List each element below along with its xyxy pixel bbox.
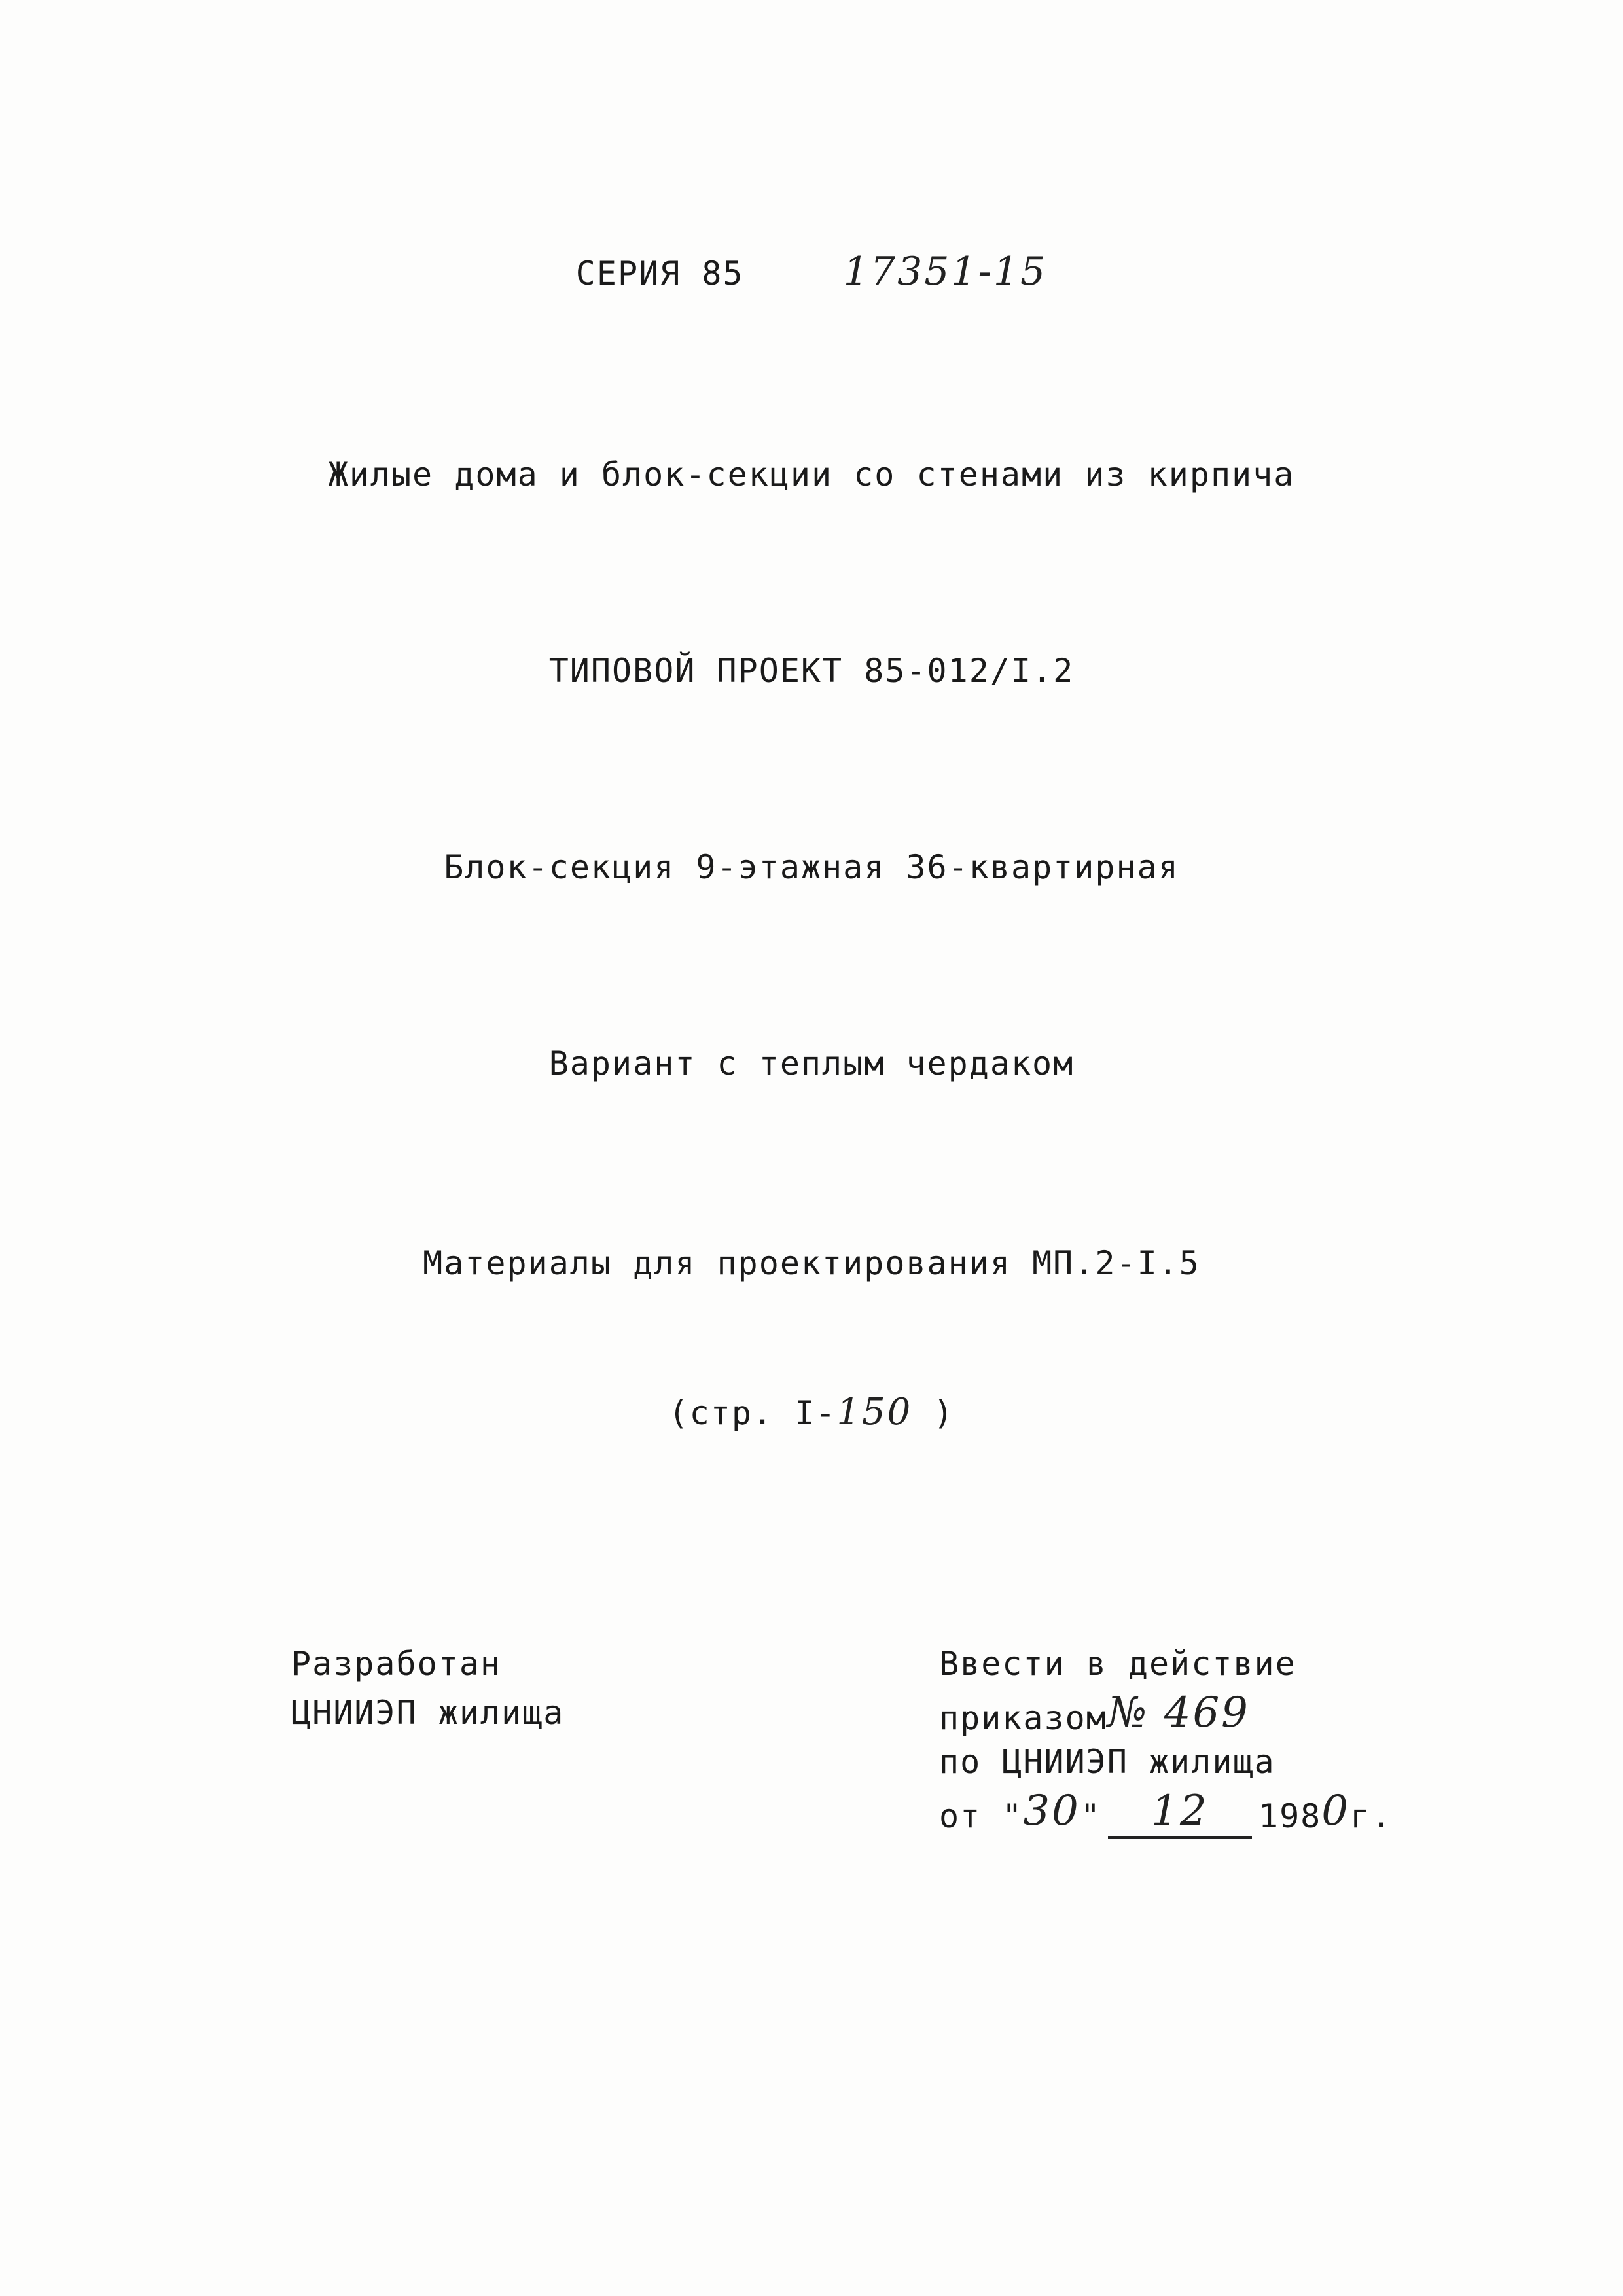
page-range [0,1391,1623,1433]
developer-organization: ЦНИИЭП жилища [291,1694,565,1732]
document-title-line-1: Жилые дома и блок-секции со стенами из кирпича [328,456,1295,493]
developer-label: Разработан [291,1645,502,1683]
page-range-handwritten: 150 [836,1391,913,1433]
series-label: СЕРИЯ 85 [575,255,744,293]
approval-date [939,1787,1392,1836]
design-materials: Материалы для проектирования МП.2-I.5 [423,1244,1200,1282]
project-number: ТИПОВОЙ ПРОЕКТ 85-012/I.2 [548,652,1075,690]
date-year-handwritten: 0 [1321,1787,1350,1835]
block-section-description: Блок-секция 9-этажная 36-квартирная [444,848,1179,886]
order-number-handwritten: № 469 [1107,1689,1250,1737]
page-range-suffix: ) [912,1394,955,1432]
date-prefix: от " [939,1797,1024,1835]
page-range-prefix: (стр. I- [668,1394,837,1432]
series-handwritten-number: 17351-15 [843,249,1048,295]
order-prefix: приказом [939,1699,1107,1737]
approval-organization: по ЦНИИЭП жилища [939,1743,1275,1781]
date-year-typed: 198 [1258,1797,1322,1835]
variant-description: Вариант с теплым чердаком [548,1045,1075,1083]
series-header [0,249,1623,295]
date-month-handwritten: 12 [1151,1787,1209,1835]
approval-order [939,1689,1392,1738]
approval-label: Ввести в действие [939,1645,1296,1683]
developer-block [291,1640,564,1738]
approval-block [939,1640,1392,1836]
date-day-handwritten: 30 [1023,1787,1080,1835]
date-suffix: г. [1350,1797,1393,1835]
date-mid: " [1080,1797,1101,1835]
